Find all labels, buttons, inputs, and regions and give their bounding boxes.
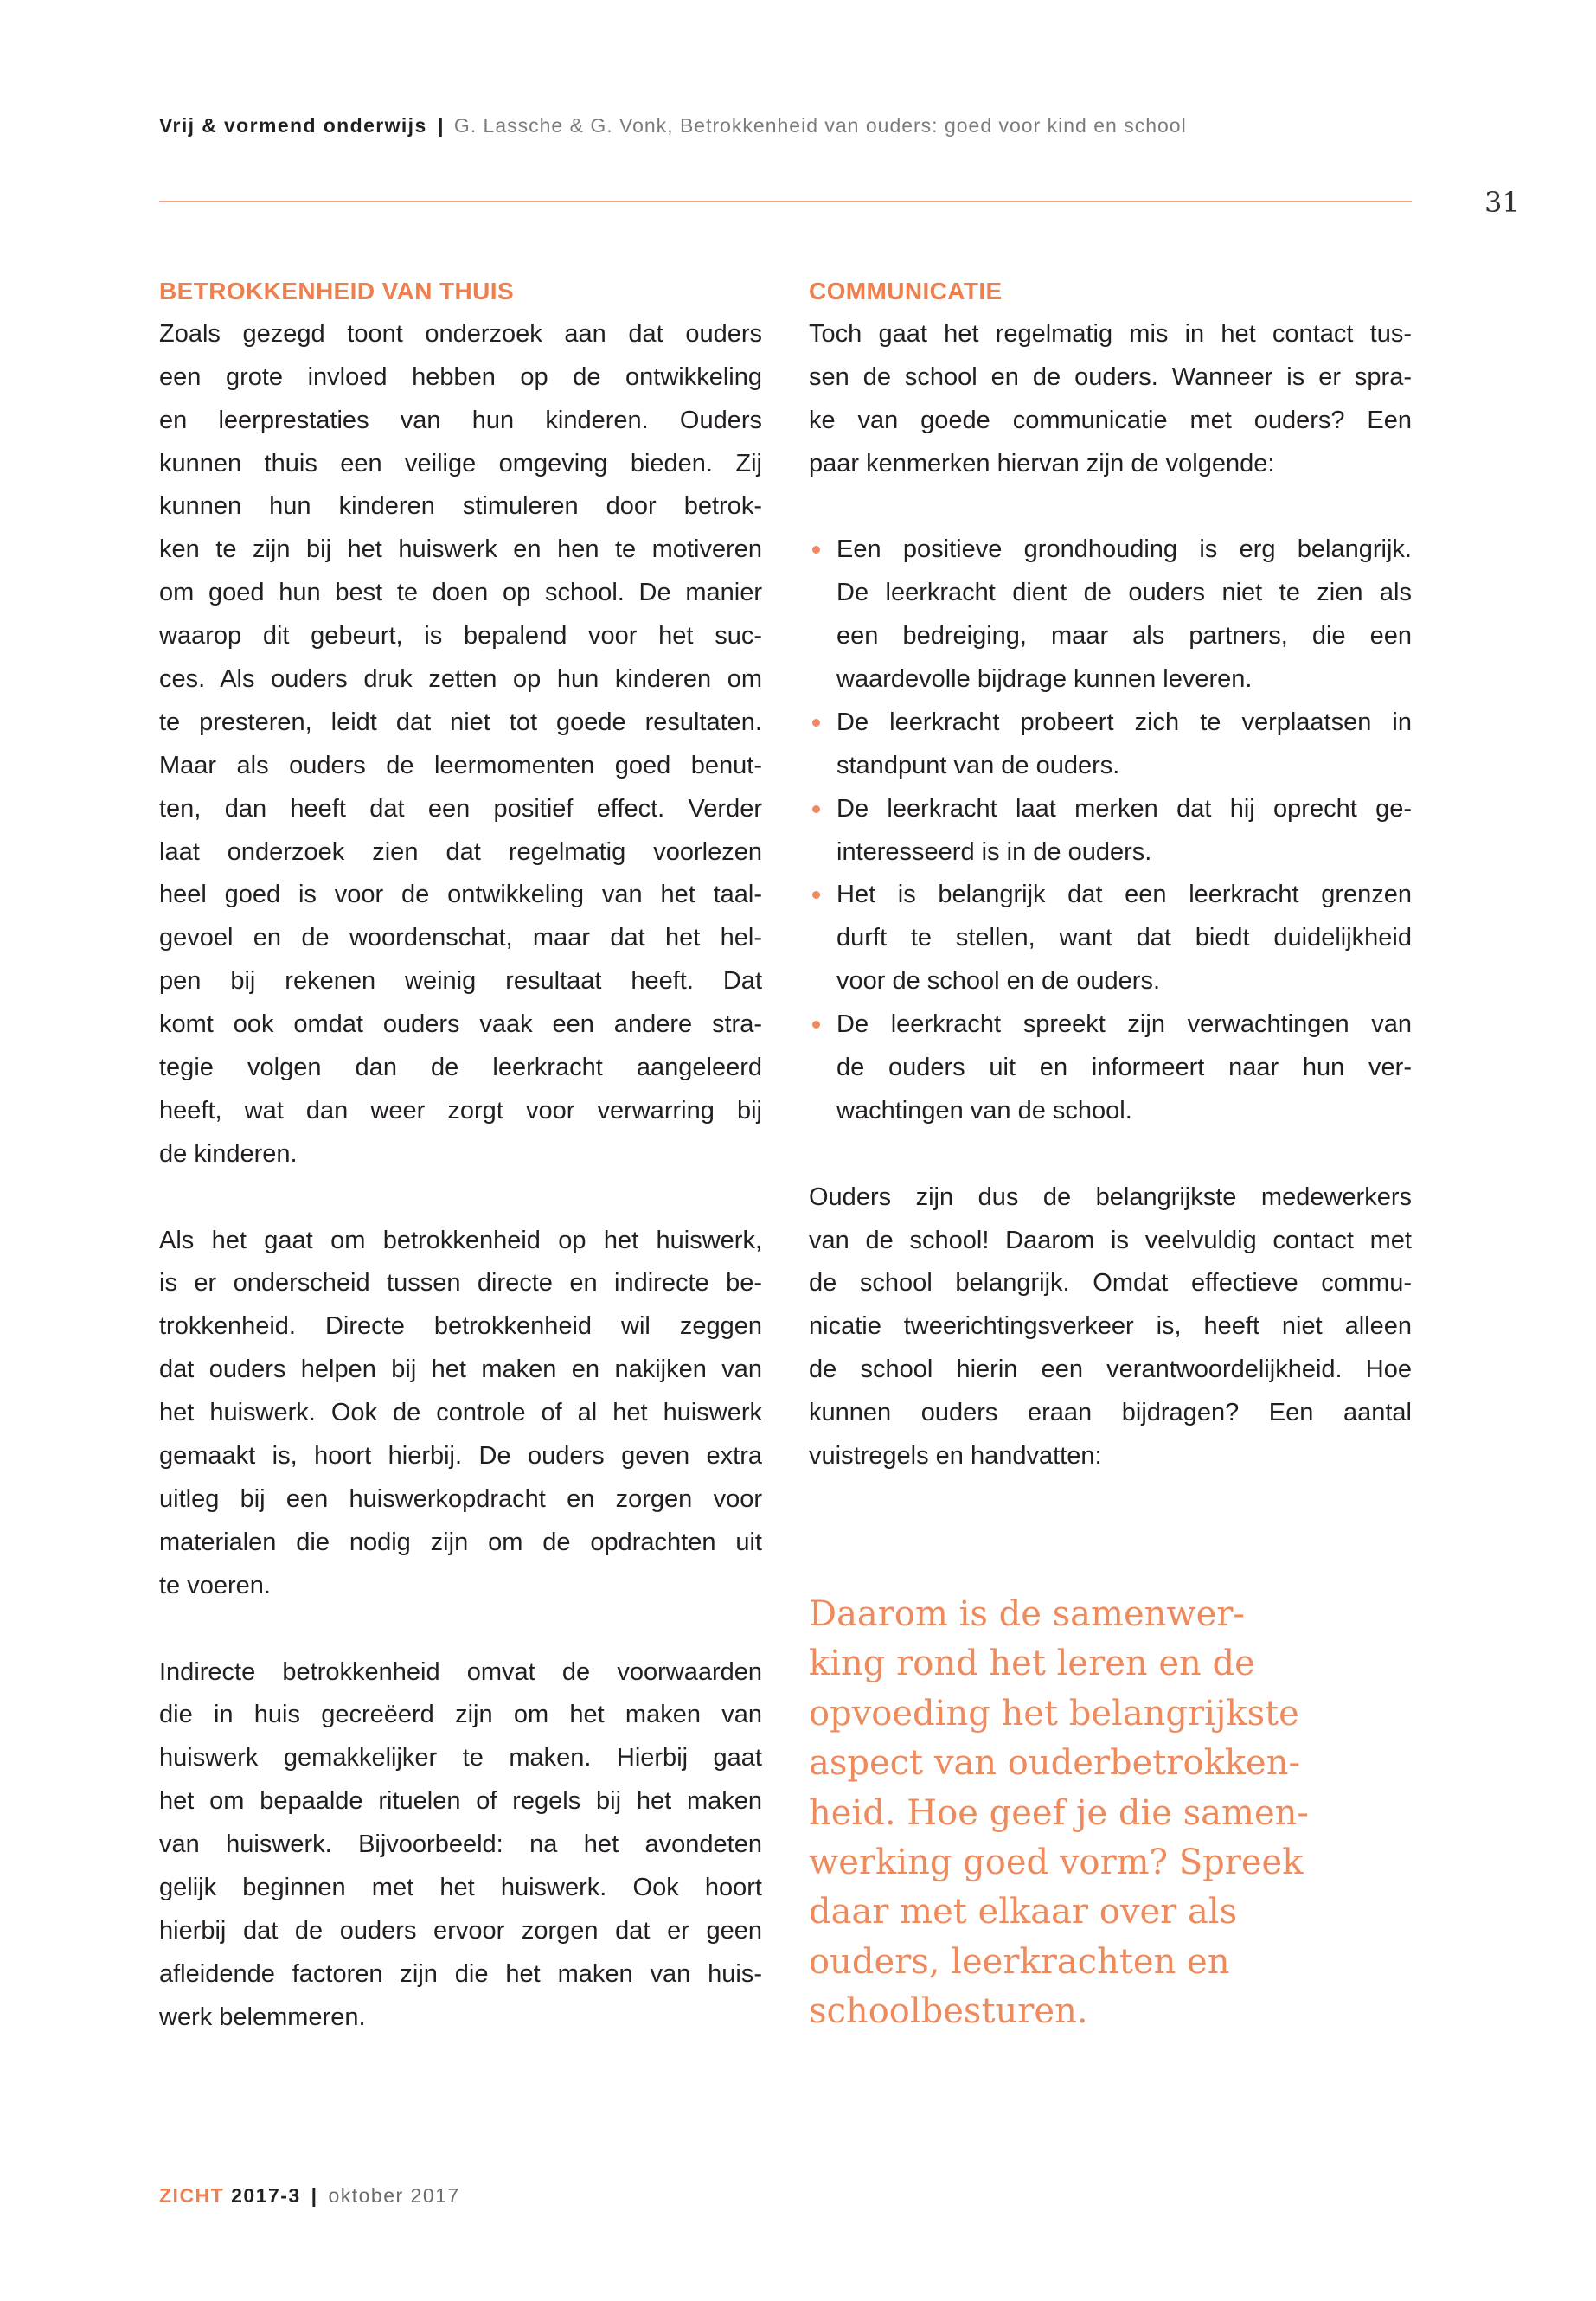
body-text-line: ten, dan heeft dat een positief effect. Verder: [159, 794, 762, 823]
body-text-line: gelijk beginnen met het huiswerk. Ook hoort: [159, 1873, 762, 1901]
closing-text-line: nicatie tweerichtingsverkeer is, heeft niet alleen: [809, 1312, 1412, 1341]
body-text-line: en leerprestaties van hun kinderen. Ouders: [159, 406, 762, 434]
closing-paragraph: [809, 1176, 1412, 1478]
pull-quote-line: werking goed vorm? Spreek: [809, 1842, 1304, 1882]
body-text-line: heeft, wat dan weer zorgt voor verwarring bij: [159, 1096, 762, 1125]
body-text-line: gevoel en de woordenschat, maar dat het hel-: [159, 924, 762, 952]
body-text-line: is er onderscheid tussen directe en indirecte be-: [159, 1269, 762, 1298]
pull-quote-line: heid. Hoe geef je die samen-: [809, 1792, 1309, 1833]
bullet-text-line: de ouders uit en informeert naar hun ver-: [836, 1054, 1412, 1082]
pull-quote-line: schoolbesturen.: [809, 1991, 1088, 2032]
page-number: 31: [1484, 186, 1520, 219]
issue-number: 2017-3: [231, 2184, 301, 2207]
bullet-text-line: De leerkracht spreekt zijn verwachtingen van: [836, 1010, 1412, 1039]
body-text-line: om goed hun best te doen op school. De manier: [159, 579, 762, 607]
bullet-text-line: De leerkracht dient de ouders niet te zien als: [836, 579, 1412, 607]
body-text-line: heel goed is voor de ontwikkeling van het taal-: [159, 881, 762, 909]
page-footer: [159, 2182, 460, 2208]
body-text-line: hierbij dat de ouders ervoor zorgen dat er geen: [159, 1916, 762, 1945]
bullet-item: [809, 529, 1412, 702]
bullet-list: [809, 529, 1412, 1132]
closing-text-line: Ouders zijn dus de belangrijkste medewerkers: [809, 1183, 1412, 1211]
body-text-line: Maar als ouders de leermomenten goed benut-: [159, 751, 762, 779]
paragraph: [159, 313, 762, 1176]
bullet-dot-icon: [812, 719, 820, 727]
body-text-line: het om bepaalde rituelen of regels bij het maken: [159, 1787, 762, 1816]
running-header: [159, 112, 1187, 138]
body-text-line: ces. Als ouders druk zetten op hun kinderen om: [159, 665, 762, 694]
pull-quote: [809, 1590, 1412, 2037]
body-text-line: materialen die nodig zijn om de opdrachten uit: [159, 1528, 762, 1556]
pull-quote-line: king rond het leren en de: [809, 1644, 1255, 1684]
bullet-text-line: De leerkracht probeert zich te verplaatsen in: [836, 708, 1412, 736]
bullet-item: [809, 1003, 1412, 1133]
body-text-line: trokkenheid. Directe betrokkenheid wil zeggen: [159, 1312, 762, 1341]
pull-quote-line: aspect van ouderbetrokken-: [809, 1743, 1300, 1784]
paragraph: [159, 1651, 762, 2040]
bullet-text-line: voor de school en de ouders.: [836, 967, 1161, 996]
body-text-line: dat ouders helpen bij het maken en nakijken van: [159, 1356, 762, 1384]
section-heading-communicatie: COMMUNICATIE: [809, 278, 1003, 304]
body-text-line: laat onderzoek zien dat regelmatig voorlezen: [159, 837, 762, 866]
body-text-line: komt ook omdat ouders vaak een andere stra-: [159, 1010, 762, 1039]
body-text-line: Zoals gezegd toont onderzoek aan dat ouders: [159, 319, 762, 348]
body-text-line: kunnen thuis een veilige omgeving bieden. Zij: [159, 449, 762, 478]
body-text-line: te voeren.: [159, 1571, 271, 1599]
intro-text-line: paar kenmerken hiervan zijn de volgende:: [809, 449, 1275, 478]
bullet-text-line: wachtingen van de school.: [836, 1096, 1132, 1125]
body-text-line: kunnen hun kinderen stimuleren door betrok-: [159, 492, 762, 521]
pull-quote-line: ouders, leerkrachten en: [809, 1941, 1230, 1982]
header-rule: [159, 201, 1412, 202]
bullet-dot-icon: [812, 546, 820, 554]
header-separator: |: [438, 114, 444, 137]
body-text-line: van huiswerk. Bijvoorbeeld: na het avondeten: [159, 1830, 762, 1859]
body-text-line: te presteren, leidt dat niet tot goede resultaten.: [159, 708, 762, 736]
closing-text-line: de school belangrijk. Omdat effectieve commu-: [809, 1269, 1412, 1298]
body-text-line: tegie volgen dan de leerkracht aangeleerd: [159, 1054, 762, 1082]
bullet-text-line: Het is belangrijk dat een leerkracht grenzen: [836, 881, 1412, 909]
bullet-dot-icon: [812, 805, 820, 813]
body-text-line: uitleg bij een huiswerkopdracht en zorgen voor: [159, 1484, 762, 1513]
body-text-line: Als het gaat om betrokkenheid op het huiswerk,: [159, 1226, 762, 1254]
left-column: [159, 270, 762, 2040]
issue-date: oktober 2017: [328, 2184, 460, 2207]
body-text-line: Indirecte betrokkenheid omvat de voorwaarden: [159, 1657, 762, 1686]
right-column: [809, 270, 1412, 1478]
publication-title: Vrij & vormend onderwijs: [159, 114, 427, 137]
pull-quote-line: daar met elkaar over als: [809, 1892, 1238, 1932]
bullet-item: [809, 702, 1412, 788]
body-text-line: huiswerk gemakkelijker te maken. Hierbij gaat: [159, 1744, 762, 1772]
bullet-text-line: De leerkracht laat merken dat hij oprecht ge-: [836, 794, 1412, 823]
body-text-line: gemaakt is, hoort hierbij. De ouders geven extra: [159, 1442, 762, 1471]
intro-paragraph: [809, 313, 1412, 486]
intro-text-line: sen de school en de ouders. Wanneer is er spra-: [809, 362, 1412, 391]
body-text-line: het huiswerk. Ook de controle of al het huiswerk: [159, 1399, 762, 1427]
paragraph: [159, 1220, 762, 1608]
bullet-dot-icon: [812, 1021, 820, 1029]
body-text-line: de kinderen.: [159, 1139, 298, 1168]
closing-text-line: van de school! Daarom is veelvuldig contact met: [809, 1226, 1412, 1254]
section-heading-betrokkenheid-van-thuis: BETROKKENHEID VAN THUIS: [159, 278, 515, 304]
closing-text-line: de school hierin een verantwoordelijkheid. Hoe: [809, 1356, 1412, 1384]
bullet-item: [809, 788, 1412, 875]
intro-text-line: Toch gaat het regelmatig mis in het contact tus-: [809, 319, 1412, 348]
closing-text-line: kunnen ouders eraan bijdragen? Een aantal: [809, 1399, 1412, 1427]
article-citation: G. Lassche & G. Vonk, Betrokkenheid van ouders: goed voor kind en school: [453, 114, 1187, 137]
body-text-line: waarop dit gebeurt, is bepalend voor het suc-: [159, 622, 762, 651]
body-text-line: die in huis gecreëerd zijn om het maken van: [159, 1701, 762, 1729]
body-text-line: werk belemmeren.: [159, 2003, 366, 2031]
bullet-text-line: een bedreiging, maar als partners, die een: [836, 622, 1412, 651]
bullet-text-line: durft te stellen, want dat biedt duidelijkheid: [836, 924, 1412, 952]
bullet-text-line: waardevolle bijdrage kunnen leveren.: [836, 665, 1253, 694]
magazine-name: ZICHT: [159, 2184, 225, 2207]
closing-text-line: vuistregels en handvatten:: [809, 1442, 1102, 1471]
bullet-text-line: standpunt van de ouders.: [836, 751, 1120, 779]
body-text-line: ken te zijn bij het huiswerk en hen te motiveren: [159, 535, 762, 564]
bullet-item: [809, 874, 1412, 1003]
pull-quote-line: opvoeding het belangrijkste: [809, 1693, 1299, 1734]
bullet-text-line: interesseerd is in de ouders.: [836, 837, 1152, 866]
bullet-dot-icon: [812, 891, 820, 899]
pull-quote-line: Daarom is de samenwer-: [809, 1594, 1245, 1634]
bullet-text-line: Een positieve grondhouding is erg belangrijk.: [836, 535, 1412, 564]
body-text-line: afleidende factoren zijn die het maken van huis-: [159, 1959, 762, 1988]
footer-separator: |: [311, 2184, 318, 2207]
intro-text-line: ke van goede communicatie met ouders? Een: [809, 406, 1412, 434]
body-text-line: pen bij rekenen weinig resultaat heeft. Dat: [159, 967, 762, 996]
body-text-line: een grote invloed hebben op de ontwikkeling: [159, 362, 762, 391]
